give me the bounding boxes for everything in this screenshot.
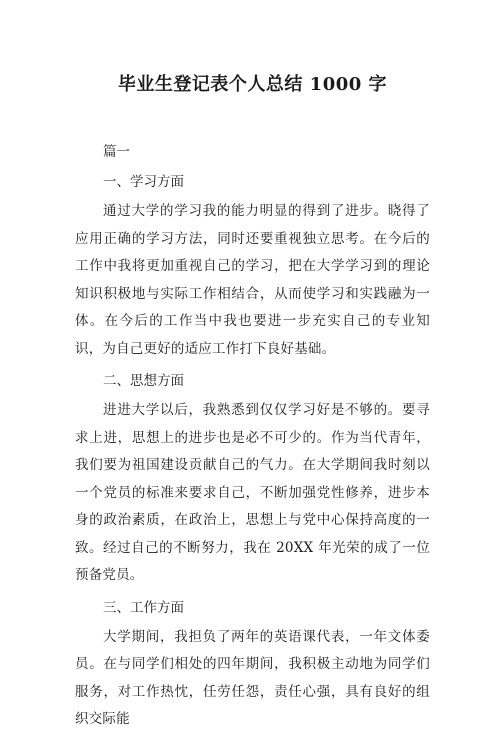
heading-thought: 二、思想方面 xyxy=(103,373,184,389)
heading-study: 一、学习方面 xyxy=(103,174,184,190)
heading-work: 三、工作方面 xyxy=(103,599,184,616)
document-title: 毕业生登记表个人总结 1000 字 xyxy=(117,74,388,95)
section-marker: 篇一 xyxy=(103,144,130,160)
paragraph-work: 大学期间，我担负了两年的英语课代表，一年文体委员。在与同学们相处的四年期间，我积极主动地为同学们服务，对工作热忱，任劳任怨，责任心强，具有良好的组织交际能 xyxy=(75,628,430,727)
paragraph-thought: 进进大学以后，我熟悉到仅仅学习好是不够的。要寻求上进，思想上的进步也是必不可少的。作为当代青年，我们要为祖国建设贡献自己的气力。在大学期间我时刻以一个党员的标准来要求自己，不断加强党性修养，进步本身的政治素质，在政治上，思想上与党中心保持高度的一致。经过自己的不断努力，我在 20XX 年光荣的成了一位预备党员。 xyxy=(75,402,430,583)
paragraph-study: 通过大学的学习我的能力明显的得到了进步。晓得了应用正确的学习方法，同时还要重视独立思考。在今后的工作中我将更加重视自己的学习，把在大学学习到的理论知识积极地与实际工作相结合，从而使学习和实践融为一体。在今后的工作当中我也要进一步充实自己的专业知识，为自己更好的适应工作打下良好基础。 xyxy=(75,203,430,357)
